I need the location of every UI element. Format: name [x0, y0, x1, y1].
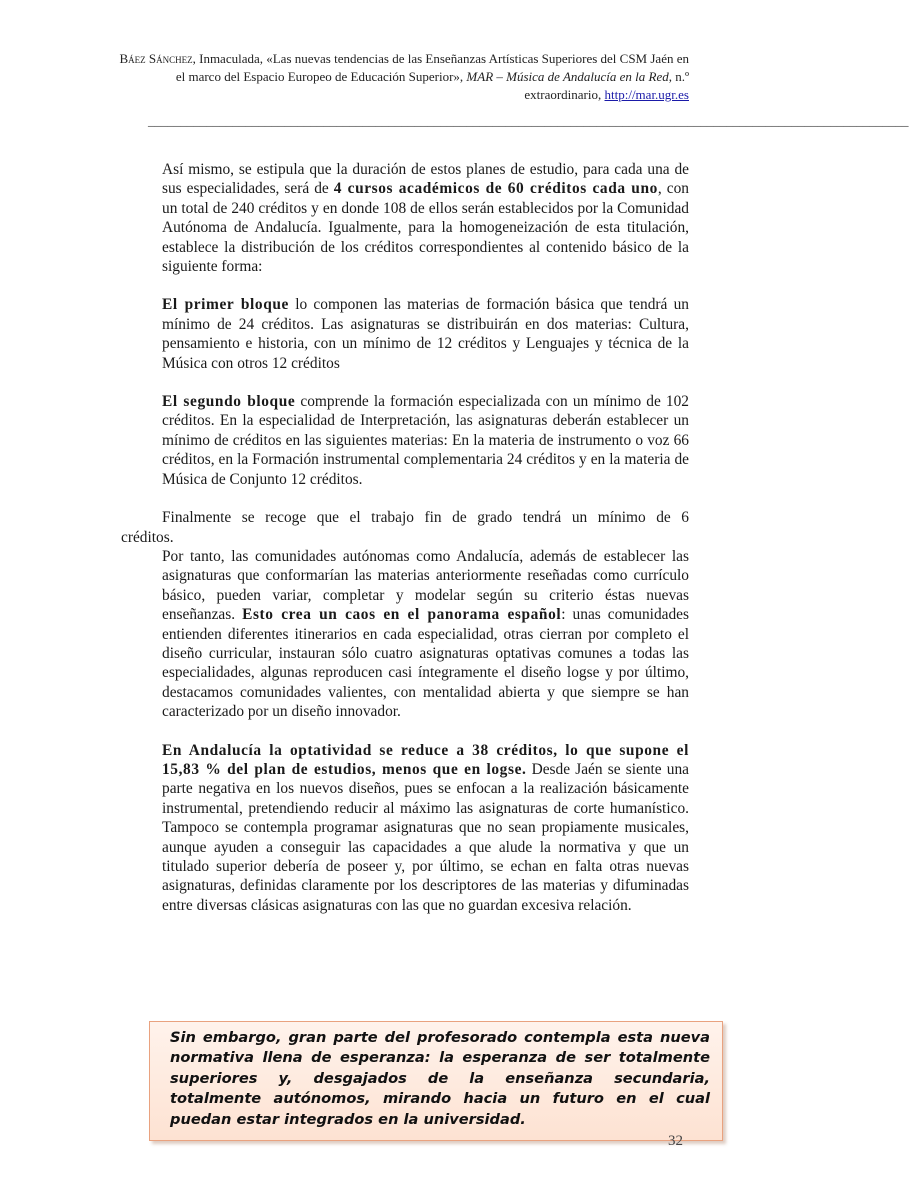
header-rule: _____________________________________________________________________________________________________________________: [148, 113, 909, 128]
paragraph-text: lo componen las materias de formación básica que tendrá un mínimo de 24 créditos. Las asignaturas se distribuirán en dos materias: Cultura, pensamiento e historia, con un mínimo de 12 créditos y Lenguajes y técnica de la Música con otros 12 créditos: [162, 296, 689, 372]
paragraph-text: comprende la formación especializada con un mínimo de 102 créditos. En la especialidad de Interpretación, las asignaturas deberán establecer un mínimo de créditos en las siguientes materias: En la materia de instrumento o voz 66 créditos, en la Formación instrumental complementaria 24 créditos y en la materia de Música de Conjunto 12 créditos.: [162, 393, 689, 488]
paragraph-text: : unas comunidades entienden diferentes itinerarios en cada especialidad, otras cierran por completo el diseño curricular, instauran sólo cuatro asignaturas optativas comunes a todas las especialidades, algunas reproducen casi íntegramente el diseño logse y por último, destacamos comunidades valientes, con mentalidad abierta y que siempre se han caracterizado por un diseño innovador.: [162, 606, 689, 721]
emphasis-optativity: En Andalucía la optatividad se reduce a 38 créditos, lo que supone el 15,83 % del plan de estudios, menos que en logse.: [162, 741, 689, 778]
paragraph-text: , con un total de 240 créditos y en donde 108 de ellos serán establecidos por la Comunidad Autónoma de Andalucía. Igualmente, para la homogeneización de esta titulación, establece la distribución de los créditos correspondientes al contenido básico de la siguiente forma:: [162, 180, 689, 276]
paragraph-andalucia: [162, 741, 689, 916]
highlight-callout: [149, 1021, 723, 1141]
paragraph-text: Así mismo, se estipula que la duración de estos planes de estudio, para cada una de sus especialidades, será de: [162, 161, 689, 198]
paragraph-communities: [162, 547, 689, 722]
paragraph-final-project: [121, 508, 689, 547]
emphasis-first-block: El primer bloque: [162, 296, 289, 314]
paragraph-first-block: [162, 295, 689, 373]
paragraph-text-outdent: créditos.: [121, 528, 174, 546]
header-url-link[interactable]: http://mar.ugr.es: [604, 87, 689, 102]
header-author: Báez Sánchez: [119, 51, 193, 66]
emphasis-chaos: Esto crea un caos en el panorama español: [242, 606, 562, 624]
header-journal: MAR – Música de Andalucía en la Red: [466, 69, 669, 84]
main-text: [121, 160, 689, 915]
paragraph-duration: [162, 160, 689, 276]
paragraph-text: Por tanto, las comunidades autónomas como Andalucía, además de establecer las asignaturas que conformarían las materias anteriormente reseñadas como currículo básico, pueden variar, completar y modelar según su criterio éstas nuevas enseñanzas.: [162, 547, 689, 624]
running-header: [110, 50, 689, 104]
header-issue: , n.º extraordinario,: [524, 69, 689, 102]
paragraph-text: Desde Jaén se siente una parte negativa en los nuevos diseños, pues se enfocan a la realización básicamente instrumental, pretendiendo reducir al máximo las asignaturas de corte humanístico. Tampoco se contempla programar asignaturas que no sean propiamente musicales, aunque ayuden a conseguir las capacidades a que alude la normativa y que un titulado superior debería de poseer y, por último, se echan en falta otras nuevas asignaturas, definidas claramente por los descriptores de las materias y difuminadas entre diversas clásicas asignaturas con las que no guardan excesiva relación.: [162, 760, 689, 914]
paragraph-second-block: [162, 392, 689, 489]
paragraph-text: Finalmente se recoge que el trabajo fin de grado tendrá un mínimo de 6: [162, 509, 689, 527]
page-number: 32: [668, 1133, 683, 1149]
emphasis-second-block: El segundo bloque: [162, 393, 296, 411]
header-citation: , Inmaculada, «Las nuevas tendencias de las Enseñanzas Artísticas Superiores del CSM Jaén en el marco del Espacio Europeo de Educación Superior»,: [175, 51, 689, 84]
callout-text: Sin embargo, gran parte del profesorado contempla esta nueva normativa llena de esperanza: la esperanza de ser totalmente superiores y, desgajados de la enseñanza secundaria, totalmente autónomos, mirando hacia un futuro en el cual puedan estar integrados en la universidad.: [170, 1029, 710, 1128]
emphasis-courses: 4 cursos académicos de 60 créditos cada uno: [333, 180, 658, 198]
